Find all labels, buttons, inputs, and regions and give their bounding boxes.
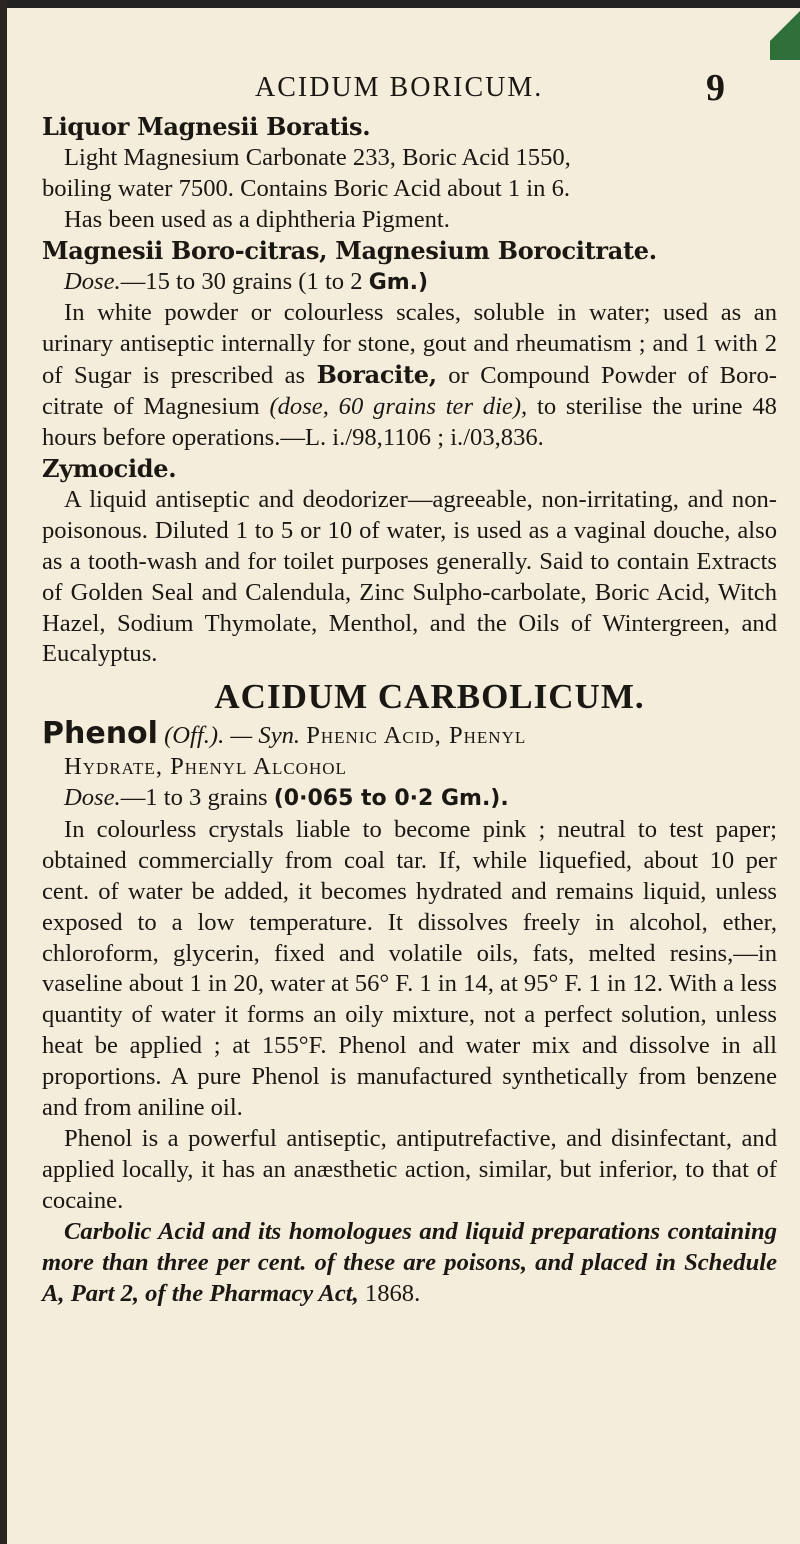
entry-zymocide xyxy=(42,454,777,670)
schedule-text: Carbolic Acid and its homologues and liquid preparations containing more than three per cent. of these are poisons, and placed in Schedule A, Part 2, of the Pharmacy Act, xyxy=(42,1217,777,1307)
entry-liquor-magnesii-boratis xyxy=(42,112,777,236)
dose-label: Dose. xyxy=(64,267,121,295)
entry-paragraph: A liquid antiseptic and deodorizer—agreeable, non-irritating, and non-poisonous. Diluted 1 to 5 or 10 of water, is used as a vaginal douche, also as a tooth-wash and for toilet purposes generally. Said to contain Extracts of Golden Seal and Calendula, Zinc Sulpho-carbolate, Boric Acid, Witch Hazel, Sodium Thymolate, Menthol, and the Oils of Wintergreen, and Eucalyptus. xyxy=(42,485,777,668)
entry-text: to sterilise the urine 48 hours before operations.—L. i./98,1106 ; i./03,836. xyxy=(42,393,777,452)
entry-paragraph: Phenol is a powerful antiseptic, antiputrefactive, and disinfectant, and applied locally, it has an anæsthetic action, similar, but inferior, to that of cocaine. xyxy=(42,1125,777,1214)
synonym-line xyxy=(42,716,777,752)
page-body xyxy=(42,112,777,1309)
entry-heading: Magnesii Boro-citras, Magnesium Borocitrate. xyxy=(42,235,657,265)
synonyms-continued: Hydrate, Phenyl Alcohol xyxy=(64,753,347,781)
page-left-edge xyxy=(0,0,7,1544)
entry-heading: Liquor Magnesii Boratis. xyxy=(42,112,371,141)
boracite-term: Boracite, xyxy=(316,360,437,390)
entry-line: Light Magnesium Carbonate 233, Boric Acid 1550, xyxy=(64,143,571,171)
dose-line xyxy=(42,783,777,815)
entry-paragraph: In colourless crystals liable to become pink ; neutral to test paper; obtained commercially from coal tar. If, while liquefied, about 10 per cent. of water be added, it becomes hydrated and remains liquid, unless exposed to a low temperature. It dissolves freely in alcohol, ether, chloroform, glycerin, fixed and volatile oils, fats, melted resins,—in vaseline about 1 in 20, water at 56° F. 1 in 14, at 95° F. 1 in 12. With a less quantity of water it forms an oily mixture, not a perfect solution, unless heat be applied ; at 155°F. Phenol and water mix and dissolve in all proportions. A pure Phenol is manufactured synthetically from benzene and from aniline oil. xyxy=(42,815,777,1122)
entry-line: Has been used as a diphtheria Pigment. xyxy=(64,205,450,233)
entry-magnesii-borocitras xyxy=(42,236,777,454)
dose-text: —15 to 30 grains (1 to 2 xyxy=(120,267,363,295)
dose-gm: Gm.) xyxy=(368,269,429,295)
page-top-border xyxy=(0,0,800,8)
dose-line xyxy=(42,267,777,299)
section-acidum-carbolicum xyxy=(42,677,777,1309)
entry-heading: Zymocide. xyxy=(42,453,177,483)
dose-label: Dose. xyxy=(64,784,121,812)
entry-text: In white powder or colourless scales, soluble in water; used as an urinary antiseptic internally for stone, gout and rheumatism ; and 1 with 2 of Sugar is prescribed as xyxy=(42,299,777,390)
dose-gm: (0·065 to 0·2 Gm.). xyxy=(273,786,509,812)
section-title: ACIDUM CARBOLICUM. xyxy=(214,677,645,717)
act-year: 1868. xyxy=(364,1279,421,1307)
entry-paragraph xyxy=(42,298,777,454)
entry-text: or Compound Powder of Boro-citrate of Magnesium xyxy=(42,362,777,421)
synonyms: Phenic Acid, Phenyl xyxy=(306,722,527,750)
dose-text: —1 to 3 grains xyxy=(120,784,268,812)
phenol-heading: Phenol xyxy=(42,716,158,752)
page-corner xyxy=(770,0,800,60)
running-head xyxy=(0,67,800,112)
official-mark: (Off.). xyxy=(164,722,225,750)
dose-parenthetical: (dose, 60 grains ter die), xyxy=(269,393,528,421)
syn-label: — Syn. xyxy=(230,722,301,750)
page-number: 9 xyxy=(706,67,725,109)
entry-line: boiling water 7500. Contains Boric Acid about 1 in 6. xyxy=(42,174,571,202)
schedule-note xyxy=(42,1217,777,1310)
running-head-title: ACIDUM BORICUM. xyxy=(255,72,544,103)
